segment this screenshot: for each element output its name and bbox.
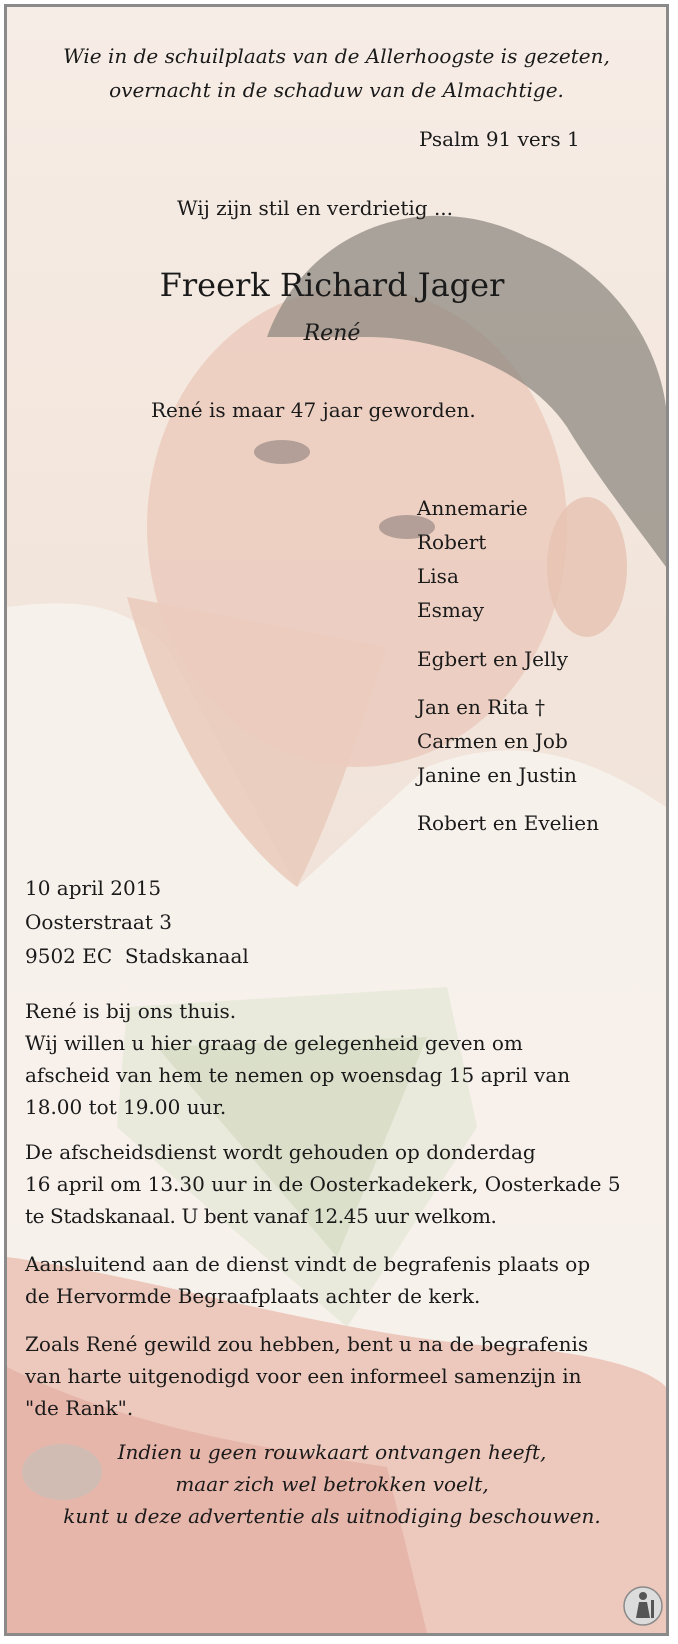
verse-reference: Psalm 91 vers 1 <box>419 127 580 151</box>
family-member: Jan en Rita † <box>417 695 546 719</box>
verse-line-2: overnacht in de schaduw van de Almachtige. <box>109 78 564 102</box>
paragraph-line: René is bij ons thuis. <box>25 999 237 1023</box>
address-city: 9502 EC Stadskanaal <box>25 944 249 968</box>
paragraph-line: 18.00 tot 19.00 uur. <box>25 1095 227 1119</box>
family-member: Robert <box>417 530 487 554</box>
closing-line: maar zich wel betrokken voelt, <box>175 1472 489 1496</box>
address-street: Oosterstraat 3 <box>25 910 172 934</box>
paragraph-line: De afscheidsdienst wordt gehouden op donderdag <box>25 1140 536 1164</box>
paragraph-line: "de Rank". <box>25 1396 134 1420</box>
paragraph-line: Zoals René gewild zou hebben, bent u na de begrafenis <box>25 1332 589 1356</box>
paragraph-line: van harte uitgenodigd voor een informeel samenzijn in <box>25 1364 582 1388</box>
paragraph-line: Aansluitend aan de dienst vindt de begrafenis plaats op <box>25 1252 591 1276</box>
family-member: Egbert en Jelly <box>417 647 569 671</box>
deceased-nickname: René <box>303 321 361 346</box>
paragraph-line: afscheid van hem te nemen op woensdag 15 april van <box>25 1063 571 1087</box>
obituary-card <box>4 4 669 1636</box>
deceased-name: Freerk Richard Jager <box>159 266 505 304</box>
family-member: Janine en Justin <box>417 763 577 787</box>
closing-line: kunt u deze advertentie als uitnodiging beschouwen. <box>63 1504 601 1528</box>
family-member: Lisa <box>417 564 459 588</box>
paragraph-line: de Hervormde Begraafplaats achter de kerk. <box>25 1284 481 1308</box>
paragraph-line: Wij willen u hier graag de gelegenheid geven om <box>25 1031 523 1055</box>
death-date: 10 april 2015 <box>25 876 162 900</box>
closing-line: Indien u geen rouwkaart ontvangen heeft, <box>117 1440 547 1464</box>
memorial-figure-icon <box>623 1582 663 1630</box>
family-member: Esmay <box>417 598 485 622</box>
paragraph-line: 16 april om 13.30 uur in de Oosterkadekerk, Oosterkade 5 <box>25 1172 621 1196</box>
family-member: Annemarie <box>417 496 528 520</box>
family-member: Carmen en Job <box>417 729 568 753</box>
paragraph-line: te Stadskanaal. U bent vanaf 12.45 uur welkom. <box>25 1204 497 1228</box>
age-line: René is maar 47 jaar geworden. <box>151 398 476 422</box>
verse-line-1: Wie in de schuilplaats van de Allerhoogste is gezeten, <box>63 44 610 68</box>
family-member: Robert en Evelien <box>417 811 600 835</box>
intro-line: Wij zijn stil en verdrietig ... <box>177 196 454 220</box>
